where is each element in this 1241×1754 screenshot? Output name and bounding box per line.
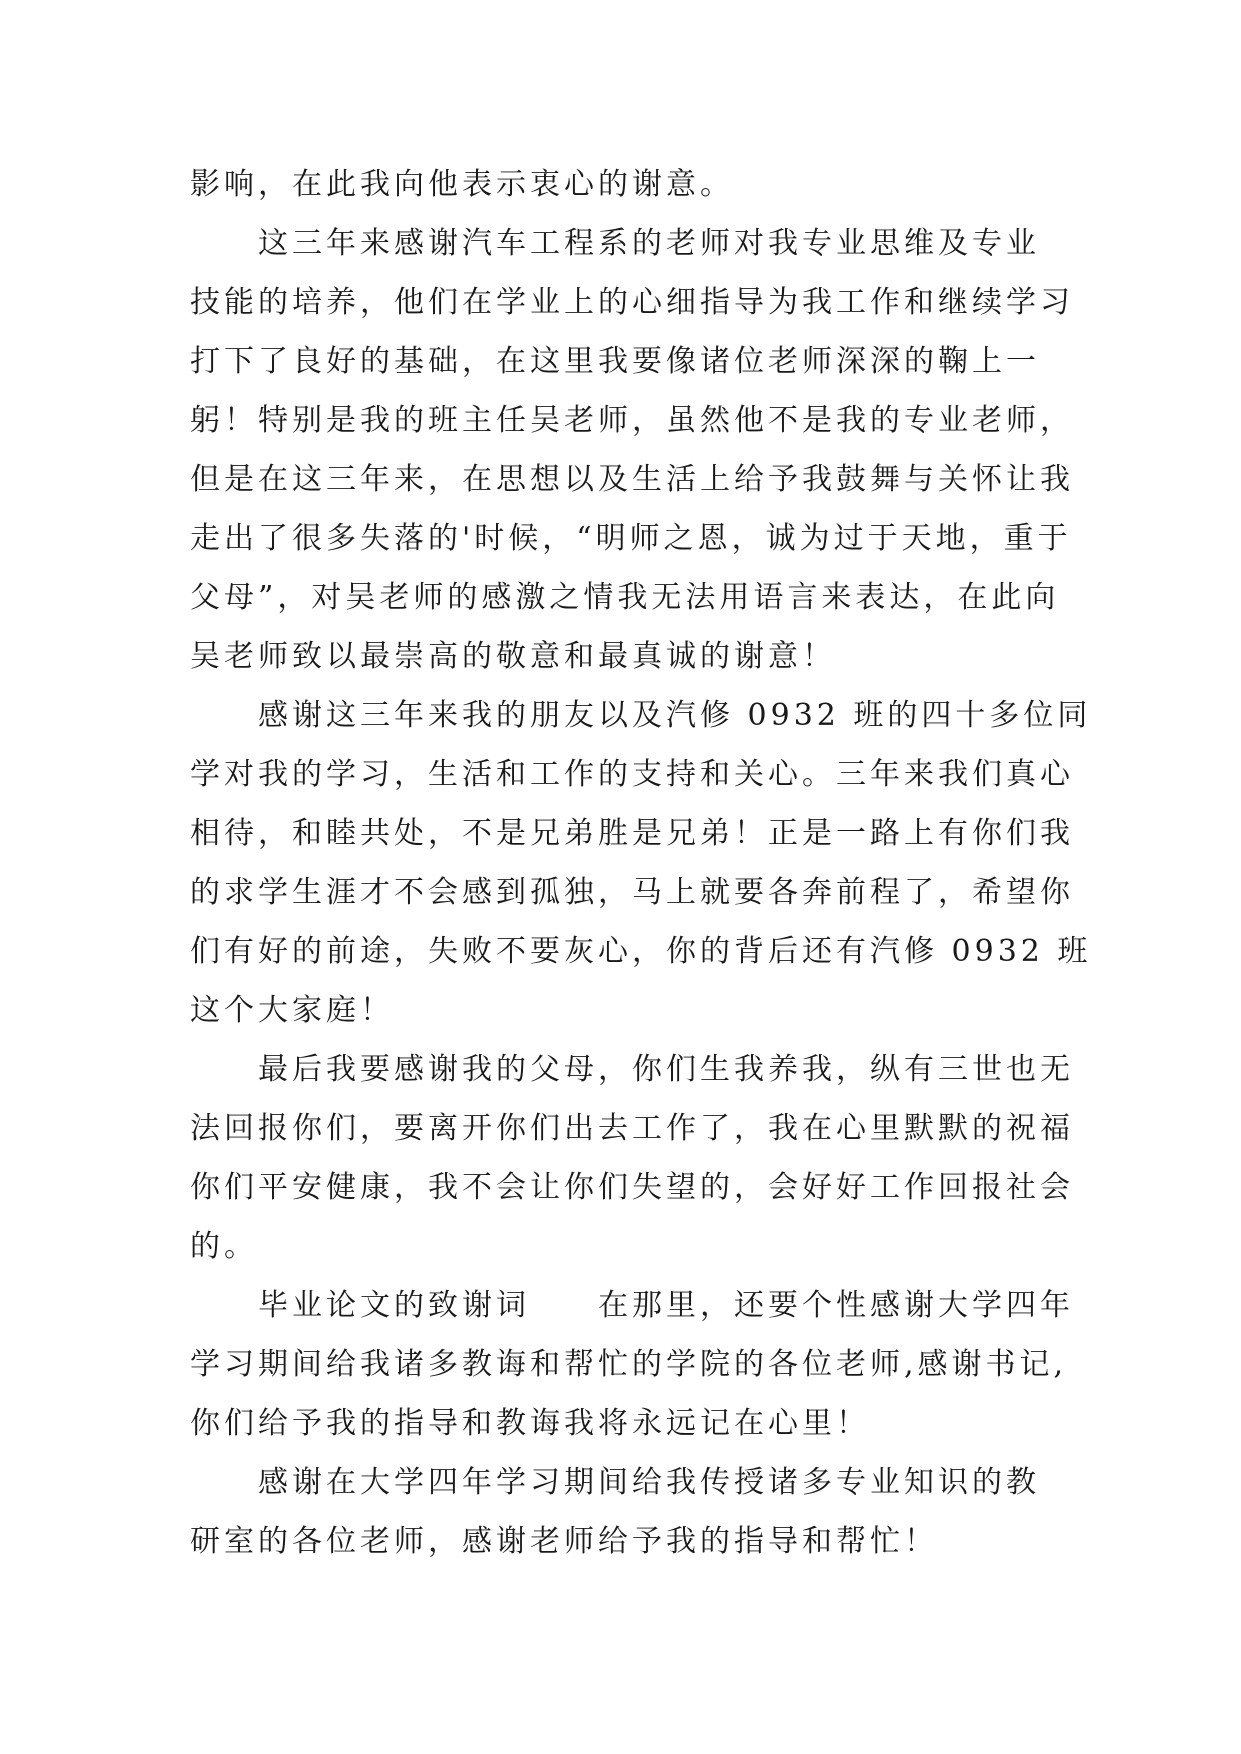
text-line: 的。 (190, 1229, 258, 1264)
text-line: 父母”，对吴老师的感激之情我无法用语言来表达，在此向 (190, 580, 1060, 615)
text-line: 相待，和睦共处，不是兄弟胜是兄弟！正是一路上有你们我 (190, 816, 1074, 851)
text-line: 这个大家庭！ (190, 993, 394, 1028)
paragraph-first-line: 感谢在大学四年学习期间给我传授诸多专业知识的教 (258, 1465, 1040, 1500)
paragraph-first-line: 感谢这三年来我的朋友以及汽修 0932 班的四十多位同 (258, 698, 1092, 733)
text-line: 的求学生涯才不会感到孤独，马上就要各奔前程了，希望你 (190, 875, 1074, 910)
text-line: 走出了很多失落的'时候，“明师之恩，诚为过于天地，重于 (190, 521, 1072, 556)
text-line: 你们平安健康，我不会让你们失望的，会好好工作回报社会 (190, 1170, 1074, 1205)
text-line: 打下了良好的基础，在这里我要像诸位老师深深的鞠上一 (190, 344, 1040, 379)
paragraph-first-line: 毕业论文的致谢词 在那里，还要个性感谢大学四年 (258, 1288, 1074, 1323)
paragraph-first-line: 最后我要感谢我的父母，你们生我养我，纵有三世也无 (258, 1052, 1074, 1087)
text-line: 技能的培养，他们在学业上的心细指导为我工作和继续学习 (190, 285, 1074, 320)
text-line: 躬！特别是我的班主任吴老师，虽然他不是我的专业老师， (190, 403, 1074, 438)
text-line: 你们给予我的指导和教诲我将永远记在心里！ (190, 1406, 870, 1441)
text-line: 学习期间给我诸多教诲和帮忙的学院的各位老师,感谢书记, (190, 1347, 1068, 1382)
text-line: 法回报你们，要离开你们出去工作了，我在心里默默的祝福 (190, 1111, 1074, 1146)
paragraph-first-line: 这三年来感谢汽车工程系的老师对我专业思维及专业 (258, 226, 1040, 261)
text-line: 影响，在此我向他表示衷心的谢意。 (190, 167, 734, 202)
document-body (190, 155, 1092, 1571)
text-line: 吴老师致以最崇高的敬意和最真诚的谢意！ (190, 639, 836, 674)
text-line: 学对我的学习，生活和工作的支持和关心。三年来我们真心 (190, 757, 1074, 792)
text-line: 但是在这三年来，在思想以及生活上给予我鼓舞与关怀让我 (190, 462, 1074, 497)
text-line: 们有好的前途，失败不要灰心，你的背后还有汽修 0932 班 (190, 934, 1092, 969)
text-line: 研室的各位老师，感谢老师给予我的指导和帮忙！ (190, 1524, 938, 1559)
